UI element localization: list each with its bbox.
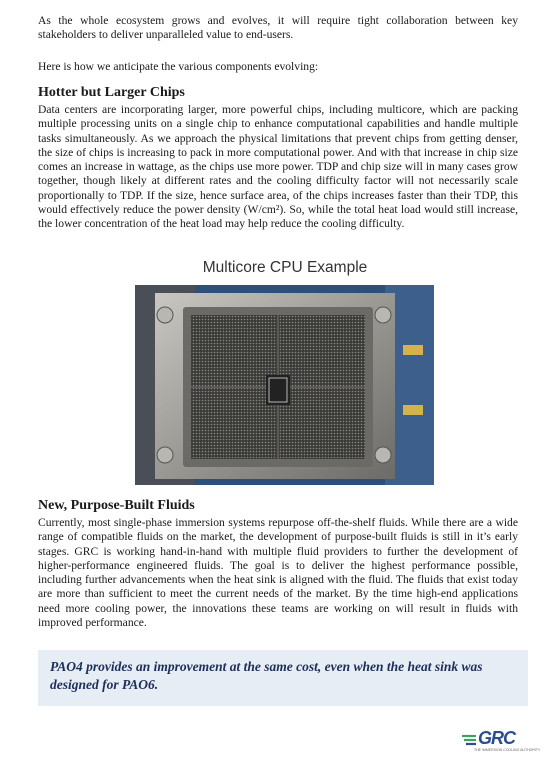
grc-logo xyxy=(460,728,541,756)
intro-paragraph: As the whole ecosystem grows and evolves, it will require tight collaboration between key stakeholders to deliver unparalleled value to end-users. xyxy=(38,14,518,42)
anticipate-paragraph: Here is how we anticipate the various components evolving: xyxy=(38,60,319,73)
callout-box xyxy=(38,650,528,706)
section-body-chips: Data centers are incorporating larger, more powerful chips, including multicore, which are packing multiple processing units on a single chip to enhance computational capabilities and handle multiple tasks simultaneously. As we approach the physical limitations that prevent chips from getting denser, the size of chips is increasing to pack in more computational power. And with that increase in chip size comes an increase in wattage, as the chips use more power. TDP and chip size will in many cases grow together, though likely at different rates and the cooling difficulty factor will not necessarily scale proportionally to TDP. If the size, hence surface area, of the chips increases faster than their TDP, this would effectively reduce the power density (W/cm²). So, while the total heat load would still increase, the lower concentration of the heat load may help reduce the cooling difficulty. xyxy=(38,103,518,231)
section-heading-chips: Hotter but Larger Chips xyxy=(38,85,185,100)
logo-tagline: THE IMMERSION COOLING AUTHORITY xyxy=(474,748,541,752)
figure-title: Multicore CPU Example xyxy=(202,259,368,276)
section-body-fluids: Currently, most single-phase immersion systems repurpose off-the-shelf fluids. While there are a wide range of compatible fluids on the market, the development of purpose-built fluids is still in it’s early stages. GRC is working hand-in-hand with multiple fluid providers to further the development of higher-performance engineered fluids. The goal is to deliver the highest performance possible, including further advancements when the heat sink is aligned with the fluid. The fluids that exist today are more than sufficient to meet the current needs of the market. By the time high-end applications need more cooling power, the innovations these teams are working on will result in fluids with improved performance. xyxy=(38,516,518,630)
section-heading-fluids: New, Purpose-Built Fluids xyxy=(38,498,195,513)
logo-mark-icon xyxy=(460,730,480,750)
callout-text: PAO4 provides an improvement at the same cost, even when the heat sink was designed for PAO6. xyxy=(50,659,483,692)
logo-wordmark: GRC xyxy=(478,728,515,748)
cpu-socket-photo xyxy=(135,285,434,485)
